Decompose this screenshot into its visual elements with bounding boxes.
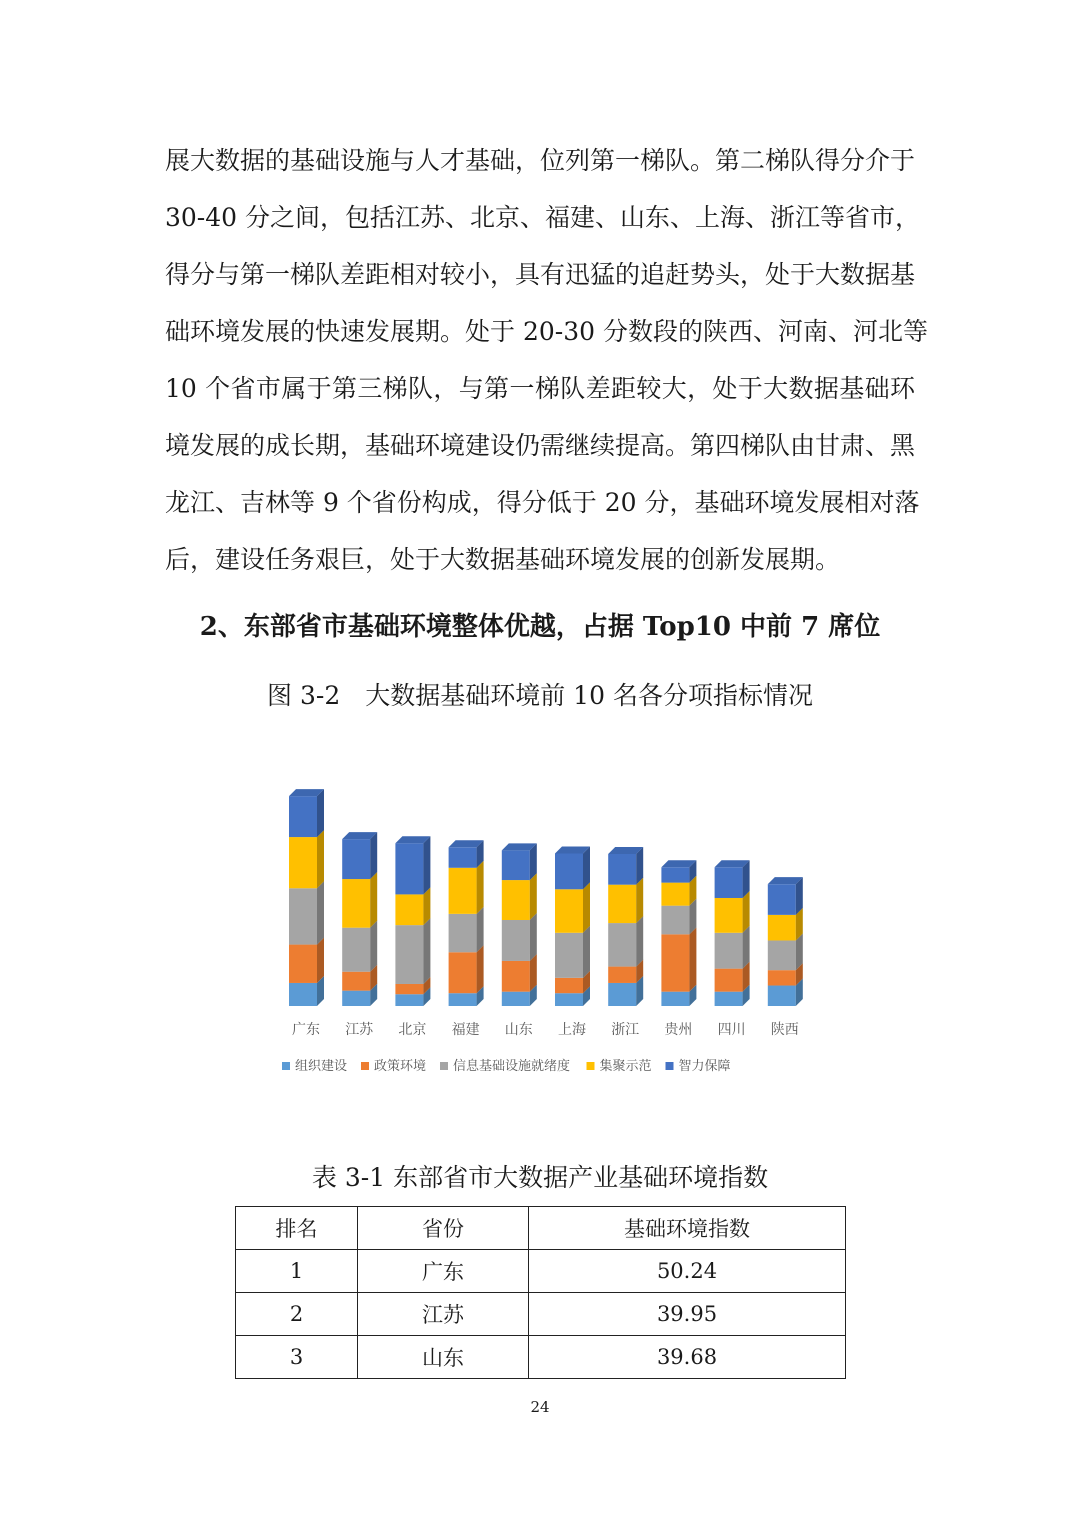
bar-segment (661, 883, 689, 906)
table-header-row (236, 1207, 846, 1250)
bar-segment (608, 923, 636, 967)
bar-segment (555, 978, 583, 993)
bar-segment (395, 894, 423, 925)
bar-segment-side (317, 938, 324, 983)
bar-segment-side (317, 830, 324, 888)
bar-segment-side (370, 921, 377, 972)
bar-segment (342, 928, 370, 972)
bar-segment (289, 945, 317, 983)
bar-segment-side (370, 832, 377, 879)
legend-swatch (361, 1062, 369, 1070)
bar-segment-side (530, 913, 537, 961)
cell-rank: 2 (236, 1293, 358, 1336)
bar-segment (715, 969, 743, 992)
bar-segment (449, 847, 477, 867)
legend-swatch (440, 1062, 448, 1070)
paragraph-line: 10 个省市属于第三梯队，与第一梯队差距较大，处于大数据基础环 (165, 374, 915, 403)
cell-rank: 3 (236, 1336, 358, 1379)
bar-segment-side (743, 926, 750, 969)
bar-segment (395, 984, 423, 994)
paragraph-line: 后，建设任务艰巨，处于大数据基础环境发展的创新发展期。 (165, 545, 841, 574)
legend-swatch (666, 1062, 674, 1070)
stacked-bar-chart (260, 770, 830, 1100)
legend-label: 智力保障 (678, 1059, 731, 1074)
cell-province: 广东 (358, 1250, 529, 1293)
paragraph-line: 展大数据的基础设施与人才基础，位列第一梯队。第二梯队得分介于 (165, 146, 916, 175)
bar-segment (449, 868, 477, 914)
column-header-index: 基础环境指数 (529, 1207, 846, 1250)
bar-segment-side (477, 945, 484, 993)
legend-swatch (587, 1062, 595, 1070)
cell-rank: 1 (236, 1250, 358, 1293)
bar-segment (342, 991, 370, 1006)
bar-segment (502, 850, 530, 880)
paragraph-line: 础环境发展的快速发展期。处于 20-30 分数段的陕西、河南、河北等 (165, 317, 928, 346)
bar-segment (661, 906, 689, 935)
body-paragraph (165, 132, 928, 588)
bar-segment (395, 843, 423, 894)
bar-segment (449, 914, 477, 952)
bar-segment-side (583, 846, 590, 889)
bar-segment-side (583, 882, 590, 933)
cell-index: 50.24 (529, 1250, 846, 1293)
paragraph-line: 境发展的成长期，基础环境建设仍需继续提高。第四梯队由甘肃、黑 (165, 431, 916, 460)
bar-segment (608, 967, 636, 983)
bar-segment (608, 885, 636, 923)
bar-segment-side (636, 878, 643, 923)
bar-segment-side (477, 861, 484, 914)
cell-province: 山东 (358, 1336, 529, 1379)
figure-caption: 图 3-2 大数据基础环境前 10 名各分项指标情况 (267, 681, 813, 710)
bar-segment (661, 992, 689, 1006)
bar-segment-side (530, 873, 537, 920)
bar-segment (555, 933, 583, 978)
legend-label: 集聚示范 (599, 1059, 652, 1074)
bar-segment (768, 986, 796, 1006)
category-label: 江苏 (345, 1022, 374, 1038)
bar-segment (395, 925, 423, 984)
page-number: 24 (530, 1398, 550, 1416)
bar-segment (342, 972, 370, 991)
bar-segment (768, 884, 796, 915)
category-label: 北京 (398, 1022, 427, 1038)
cell-province: 江苏 (358, 1293, 529, 1336)
category-label: 广东 (292, 1022, 320, 1038)
bar-segment (289, 796, 317, 837)
bar-segment (608, 983, 636, 1006)
column-header-province: 省份 (358, 1207, 529, 1250)
cell-index: 39.95 (529, 1293, 846, 1336)
bar-segment (395, 994, 423, 1006)
bar-segment-side (423, 836, 430, 894)
bar-segment (502, 992, 530, 1006)
bar-segment (342, 879, 370, 928)
bar-segment-side (743, 891, 750, 933)
bar-segment (289, 837, 317, 888)
section-title: 2、东部省市基础环境整体优越，占据 Top10 中前 7 席位 (199, 612, 881, 642)
bar-segment-side (689, 927, 696, 991)
bar-segment (289, 888, 317, 944)
bar-segment-side (477, 907, 484, 952)
bar-segment-side (636, 916, 643, 967)
category-label: 上海 (558, 1022, 586, 1038)
bar-segment-side (423, 918, 430, 984)
bar-segment (289, 983, 317, 1006)
bar-segment (661, 934, 689, 991)
bar-segment (608, 854, 636, 885)
category-label: 福建 (451, 1022, 480, 1038)
paragraph-line: 30-40 分之间，包括江苏、北京、福建、山东、上海、浙江等省市， (165, 203, 921, 232)
legend-label: 信息基础设施就绪度 (453, 1059, 571, 1074)
bar-segment (449, 952, 477, 993)
paragraph-line: 得分与第一梯队差距相对较小，具有迅猛的追赶势头，处于大数据基 (165, 260, 916, 289)
bar-segment (502, 880, 530, 920)
bar-segment (502, 961, 530, 992)
bar-segment (715, 898, 743, 933)
column-header-rank: 排名 (236, 1207, 358, 1250)
bar-segment (449, 993, 477, 1006)
bar-segment (502, 920, 530, 961)
bar-segment (768, 970, 796, 985)
table-row (236, 1336, 846, 1379)
paragraph-line: 龙江、吉林等 9 个省份构成，得分低于 20 分，基础环境发展相对落 (165, 488, 920, 517)
table-row (236, 1250, 846, 1293)
category-label: 陕西 (770, 1022, 799, 1038)
bar-segment (715, 933, 743, 969)
category-label: 山东 (504, 1022, 533, 1038)
bar-segment-side (370, 872, 377, 928)
bar-segment (768, 940, 796, 970)
category-label: 贵州 (664, 1022, 693, 1038)
bar-segment (768, 915, 796, 941)
bar-segment (715, 992, 743, 1006)
bar-segment (661, 867, 689, 882)
legend-label: 政策环境 (374, 1059, 427, 1074)
bar-segment (555, 889, 583, 933)
bar-segment-side (317, 789, 324, 837)
cell-index: 39.68 (529, 1336, 846, 1379)
table-row (236, 1293, 846, 1336)
category-label: 浙江 (611, 1022, 640, 1038)
bar-segment (555, 993, 583, 1006)
legend-swatch (282, 1062, 290, 1070)
bar-segment (715, 867, 743, 898)
legend-label: 组织建设 (295, 1059, 348, 1074)
bar-segment (555, 853, 583, 889)
bar-segment (342, 839, 370, 879)
category-label: 四川 (717, 1022, 746, 1038)
bar-segment-side (583, 926, 590, 978)
table-caption: 表 3-1 东部省市大数据产业基础环境指数 (311, 1163, 769, 1192)
bar-segment-side (317, 881, 324, 944)
index-table (235, 1206, 846, 1379)
